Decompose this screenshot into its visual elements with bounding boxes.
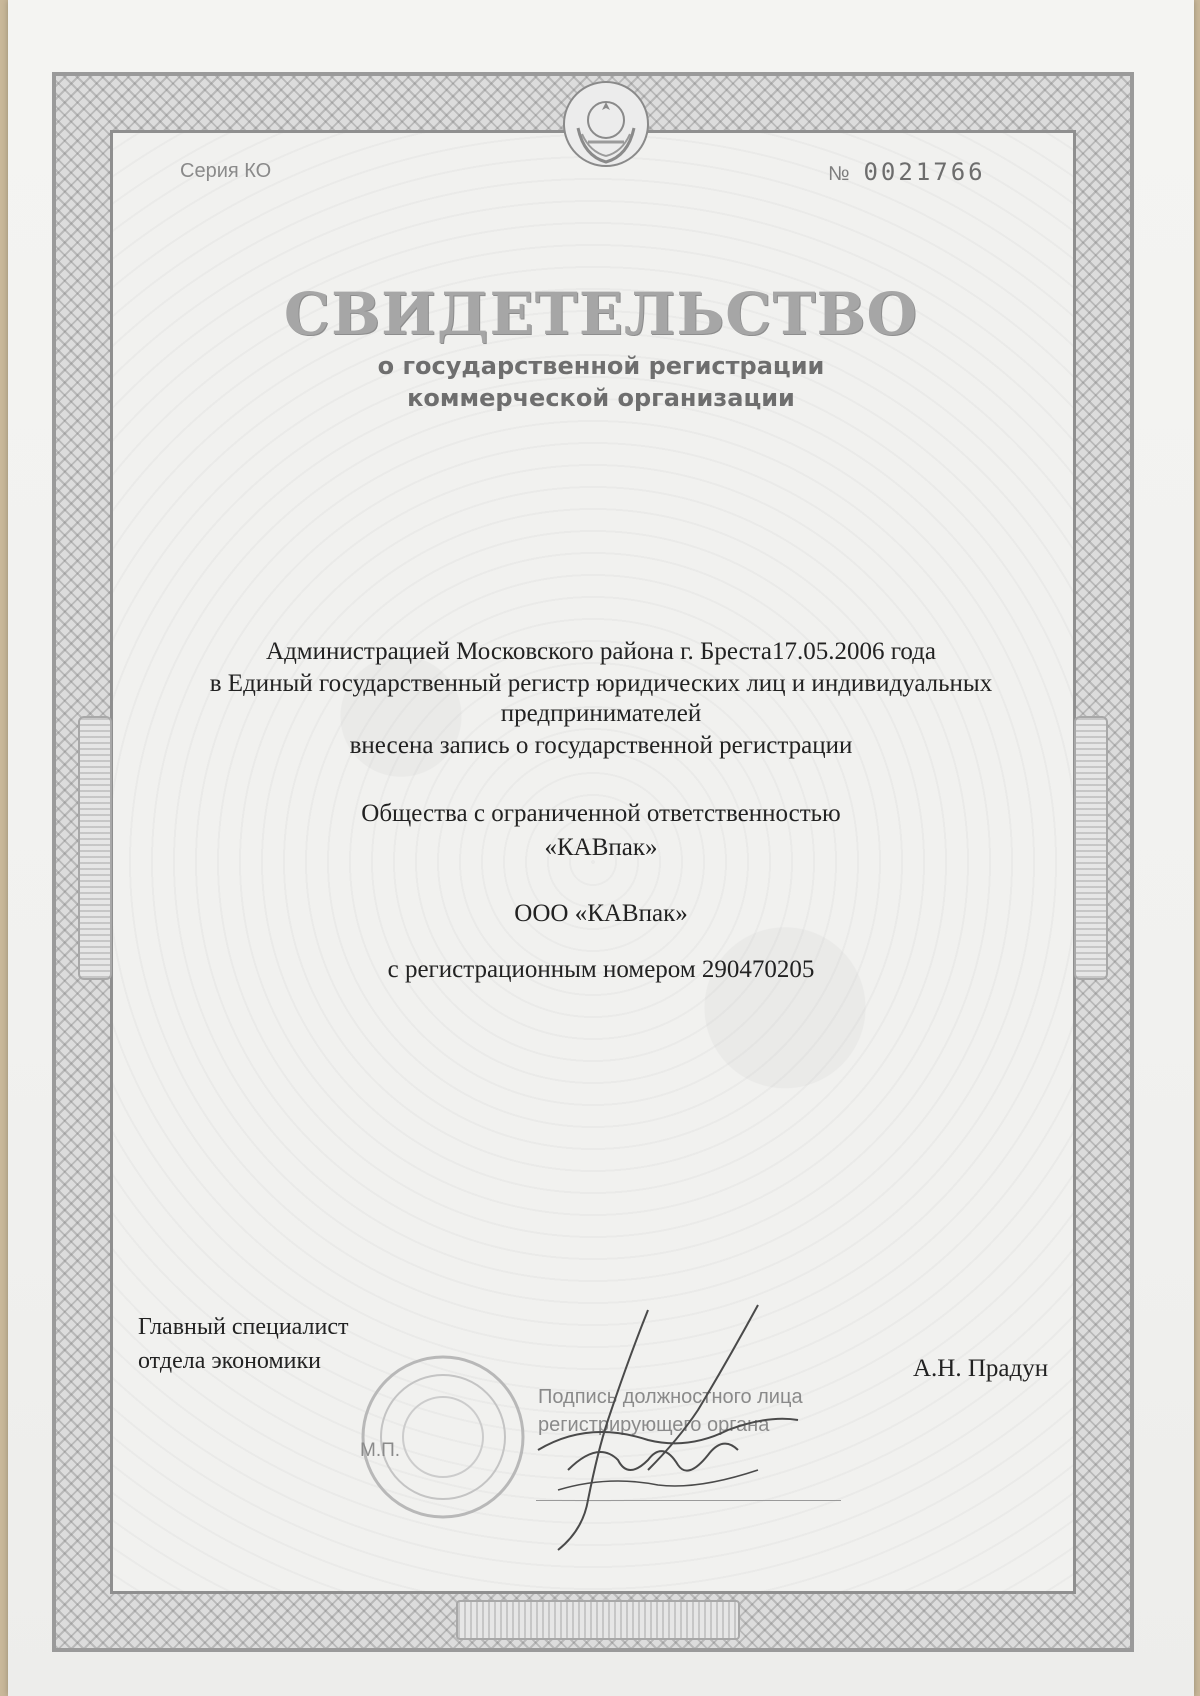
certificate-number <box>828 158 986 186</box>
registration-number: с регистрационным номером 290470205 <box>387 956 815 983</box>
position-line-1: Главный специалист <box>138 1314 349 1340</box>
org-full-name-line-2: «КАВпак» <box>544 834 658 861</box>
signature-caption-line-1: Подпись должностного лица <box>538 1386 803 1408</box>
round-stamp-icon <box>358 1352 528 1522</box>
body-line-1: Администрацией Московского района г. Бреста17.05.2006 года <box>266 638 936 665</box>
bottom-border-ornament <box>456 1600 740 1640</box>
org-short-name: ООО «КАВпак» <box>514 900 688 927</box>
document-title: СВИДЕТЕЛЬСТВО <box>283 280 919 348</box>
seal-place-mark: М.П. <box>360 1440 401 1461</box>
org-full-name-line-1: Общества с ограниченной ответственностью <box>361 800 841 827</box>
body-line-4: внесена запись о государственной регистрации <box>349 732 853 759</box>
body-line-2: в Единый государственный регистр юридических лиц и индивидуальных <box>209 670 993 697</box>
state-emblem-icon <box>560 78 652 170</box>
number-value: 0021766 <box>863 158 986 186</box>
subtitle-line-2: коммерческой организации <box>407 384 795 412</box>
signatory-name: А.Н. Прадун <box>913 1355 1049 1382</box>
handwritten-signature <box>528 1300 818 1560</box>
series-label: Серия КО <box>180 160 272 182</box>
signatory-position <box>138 1310 349 1378</box>
body-line-3: предпринимателей <box>500 700 702 727</box>
subtitle-line-1: о государственной регистрации <box>377 352 825 380</box>
certificate-sheet <box>8 0 1194 1696</box>
number-sign: № <box>828 163 850 185</box>
signature-caption-line-2: регистрирующего органа <box>538 1414 770 1436</box>
position-line-2: отдела экономики <box>138 1348 322 1374</box>
